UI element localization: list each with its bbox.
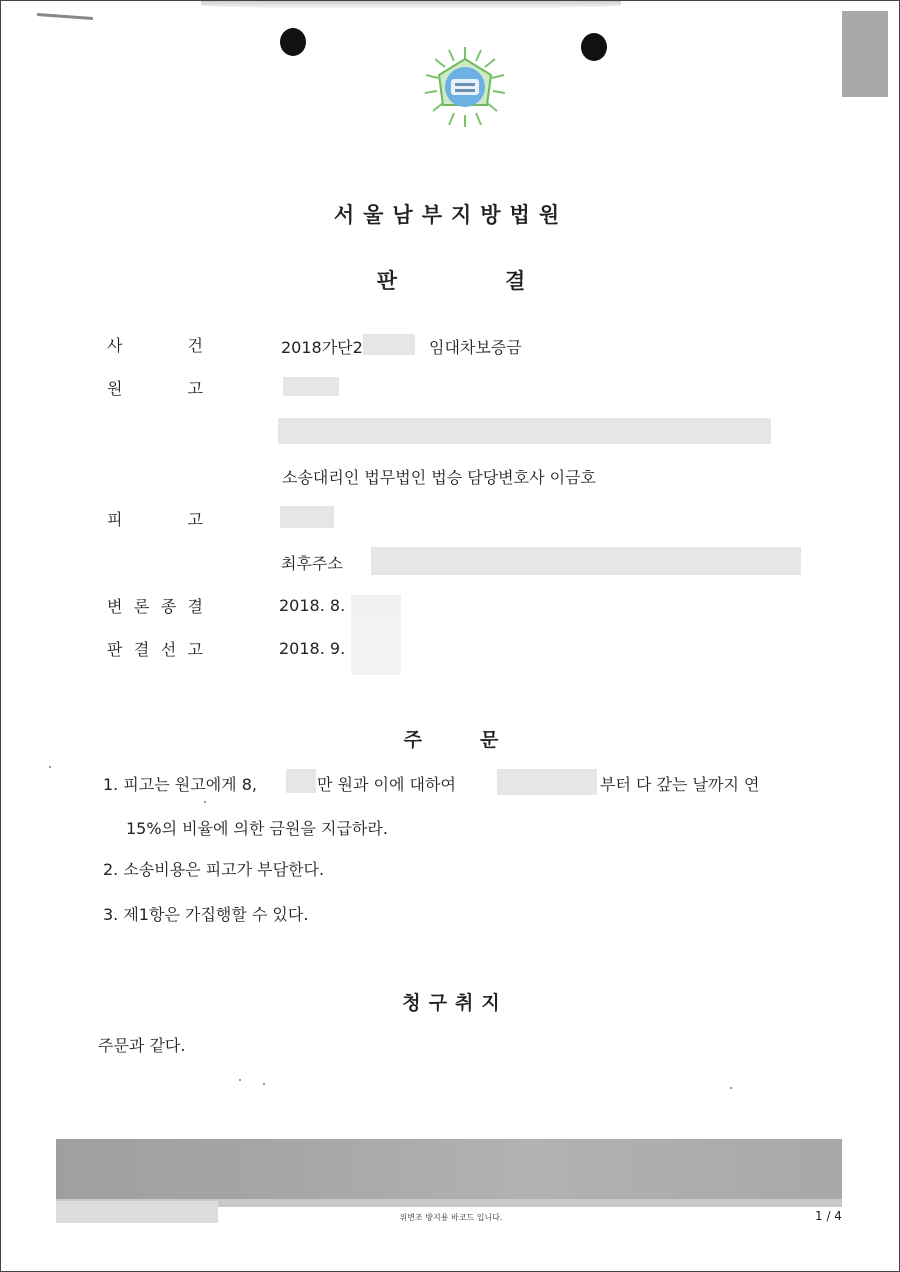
scan-speck [204, 801, 206, 803]
judgment-date: 2018. 9. [279, 639, 346, 658]
plaintiff-attorney: 소송대리인 법무법인 법승 담당변호사 이금호 [282, 468, 597, 487]
document-title: 판결 [376, 269, 634, 293]
label-case: 사 건 [107, 336, 203, 355]
redaction-plaintiff-name [283, 377, 339, 396]
claim-heading: 청구취지 [402, 992, 508, 1014]
label-judgment-date: 판 결 선 고 [107, 640, 203, 659]
barcode-note: 위변조 방지용 바코드 입니다. [399, 1213, 503, 1222]
order-item-1a: 1. 피고는 원고에게 8, [103, 775, 257, 794]
scan-speck [49, 766, 51, 768]
claim-text: 주문과 같다. [98, 1036, 186, 1055]
label-closing-date: 변 론 종 결 [107, 597, 203, 616]
court-name: 서울남부지방법원 [333, 203, 569, 227]
punch-hole-left [280, 28, 306, 56]
scan-mark [37, 13, 93, 20]
order-item-1d: 15%의 비율에 의한 금원을 지급하라. [126, 819, 388, 838]
redaction-plaintiff-address [278, 418, 771, 444]
order-item-1b: 만 원과 이에 대하여 [317, 775, 456, 794]
redaction-case-number [363, 334, 415, 355]
scan-speck [239, 1079, 241, 1081]
scan-speck [263, 1083, 265, 1085]
redacted-barcode [56, 1139, 842, 1201]
label-plaintiff: 원 고 [107, 379, 203, 398]
redaction-defendant-name [280, 506, 334, 528]
redaction-date [497, 769, 597, 795]
order-heading: 주문 [403, 729, 557, 751]
page-number: 1 / 4 [815, 1209, 842, 1223]
case-subject: 임대차보증금 [429, 338, 522, 357]
order-item-1c: 부터 다 갚는 날까지 연 [600, 775, 760, 794]
case-number: 2018가단2 [281, 338, 363, 357]
order-item-2: 2. 소송비용은 피고가 부담한다. [103, 860, 325, 879]
defendant-last-address-label: 최후주소 [281, 554, 343, 573]
scan-speck [730, 1087, 732, 1089]
scan-shadow [201, 1, 621, 9]
closing-date: 2018. 8. [279, 596, 346, 615]
redaction-judgment-day [351, 621, 401, 675]
label-defendant: 피 고 [107, 510, 203, 529]
redacted-corner [842, 11, 888, 97]
redaction-amount [286, 769, 316, 793]
redaction-closing-day [351, 595, 401, 621]
order-item-3: 3. 제1항은 가집행할 수 있다. [103, 905, 309, 924]
redaction-defendant-address [371, 547, 801, 575]
court-emblem-icon [421, 45, 509, 129]
punch-hole-right [581, 33, 607, 61]
